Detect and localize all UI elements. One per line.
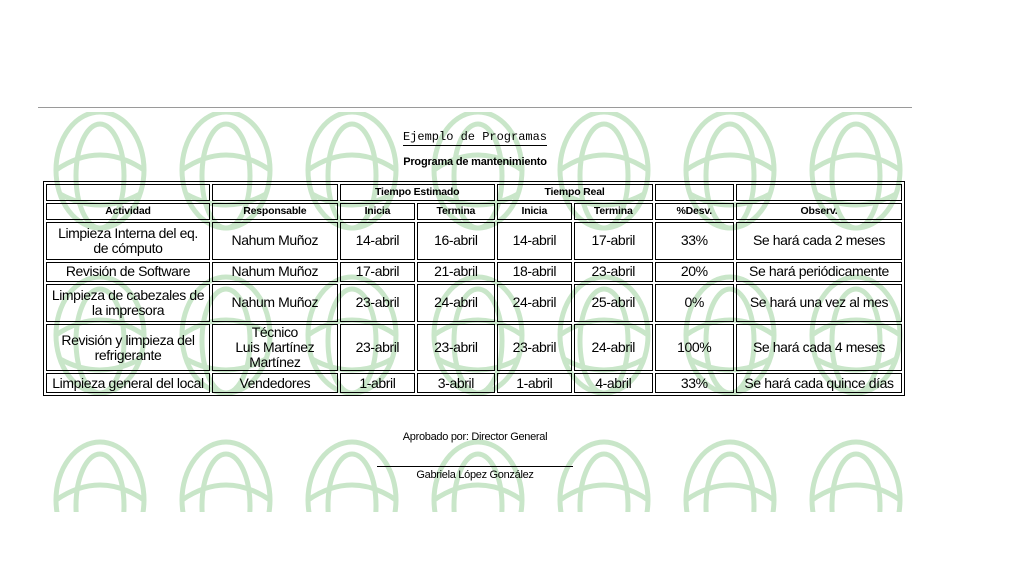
- document-title: Ejemplo de Programas: [402, 130, 548, 144]
- cell-activity: Revisión y limpieza del refrigerante: [46, 324, 210, 371]
- empty-header-cell: [655, 184, 734, 201]
- responsible-person: Luis Martínez Martínez: [235, 339, 315, 371]
- cell-activity: Limpieza de cabezales de la impresora: [46, 284, 210, 322]
- cell-activity: Limpieza Interna del eq. de cómputo: [46, 222, 210, 260]
- table-row: [46, 373, 902, 393]
- cell-est-start: 1-abril: [340, 373, 415, 393]
- column-header-notes: Observ.: [736, 203, 902, 220]
- cell-real-start: 23-abril: [497, 324, 572, 371]
- cell-deviation: 100%: [655, 324, 734, 371]
- cell-deviation: 33%: [655, 373, 734, 393]
- cell-real-start: 18-abril: [497, 262, 572, 282]
- cell-responsible: Nahum Muñoz: [212, 284, 338, 322]
- table-column-header-row: [46, 203, 902, 220]
- cell-deviation: 0%: [655, 284, 734, 322]
- cell-responsible: Nahum Muñoz: [212, 222, 338, 260]
- maintenance-table: [43, 181, 905, 396]
- table-row: [46, 222, 902, 260]
- cell-est-start: 14-abril: [340, 222, 415, 260]
- responsible-role: Técnico: [251, 324, 298, 340]
- column-header-responsible: Responsable: [212, 203, 338, 220]
- cell-notes: Se hará cada quince días: [736, 373, 902, 393]
- cell-responsible: [212, 324, 338, 371]
- empty-header-cell: [46, 184, 210, 201]
- column-header-real-start: Inicia: [497, 203, 572, 220]
- cell-est-end: 3-abril: [417, 373, 494, 393]
- approval-label: Aprobado por: Director General: [402, 431, 548, 443]
- cell-est-start: 23-abril: [340, 284, 415, 322]
- table-row: [46, 284, 902, 322]
- signature-line: [377, 466, 573, 467]
- cell-est-end: 23-abril: [417, 324, 494, 371]
- cell-activity: Limpieza general del local: [46, 373, 210, 393]
- cell-est-end: 16-abril: [417, 222, 494, 260]
- cell-deviation: 33%: [655, 222, 734, 260]
- cell-activity: Revisión de Software: [46, 262, 210, 282]
- column-header-deviation: %Desv.: [655, 203, 734, 220]
- group-header-estimated: Tiempo Estimado: [340, 184, 495, 201]
- cell-est-end: 24-abril: [417, 284, 494, 322]
- table-row: [46, 262, 902, 282]
- cell-deviation: 20%: [655, 262, 734, 282]
- cell-est-start: 17-abril: [340, 262, 415, 282]
- cell-notes: Se hará cada 4 meses: [736, 324, 902, 371]
- column-header-activity: Actividad: [46, 203, 210, 220]
- cell-real-end: 25-abril: [574, 284, 652, 322]
- column-header-est-start: Inicia: [340, 203, 415, 220]
- cell-real-end: 4-abril: [574, 373, 652, 393]
- cell-real-end: 23-abril: [574, 262, 652, 282]
- cell-real-start: 14-abril: [497, 222, 572, 260]
- cell-real-end: 24-abril: [574, 324, 652, 371]
- cell-notes: Se hará cada 2 meses: [736, 222, 902, 260]
- cell-notes: Se hará periódicamente: [736, 262, 902, 282]
- document-subtitle: Programa de mantenimiento: [403, 156, 547, 168]
- group-header-real: Tiempo Real: [497, 184, 653, 201]
- empty-header-cell: [212, 184, 338, 201]
- column-header-real-end: Termina: [574, 203, 652, 220]
- cell-real-start: 1-abril: [497, 373, 572, 393]
- signer-name: Gabriela López González: [416, 469, 534, 481]
- cell-est-start: 23-abril: [340, 324, 415, 371]
- cell-real-end: 17-abril: [574, 222, 652, 260]
- empty-header-cell: [736, 184, 902, 201]
- cell-est-end: 21-abril: [417, 262, 494, 282]
- cell-responsible: Vendedores: [212, 373, 338, 393]
- table-row: [46, 324, 902, 371]
- cell-responsible: Nahum Muñoz: [212, 262, 338, 282]
- cell-real-start: 24-abril: [497, 284, 572, 322]
- table-group-header-row: [46, 184, 902, 201]
- cell-notes: Se hará una vez al mes: [736, 284, 902, 322]
- column-header-est-end: Termina: [417, 203, 494, 220]
